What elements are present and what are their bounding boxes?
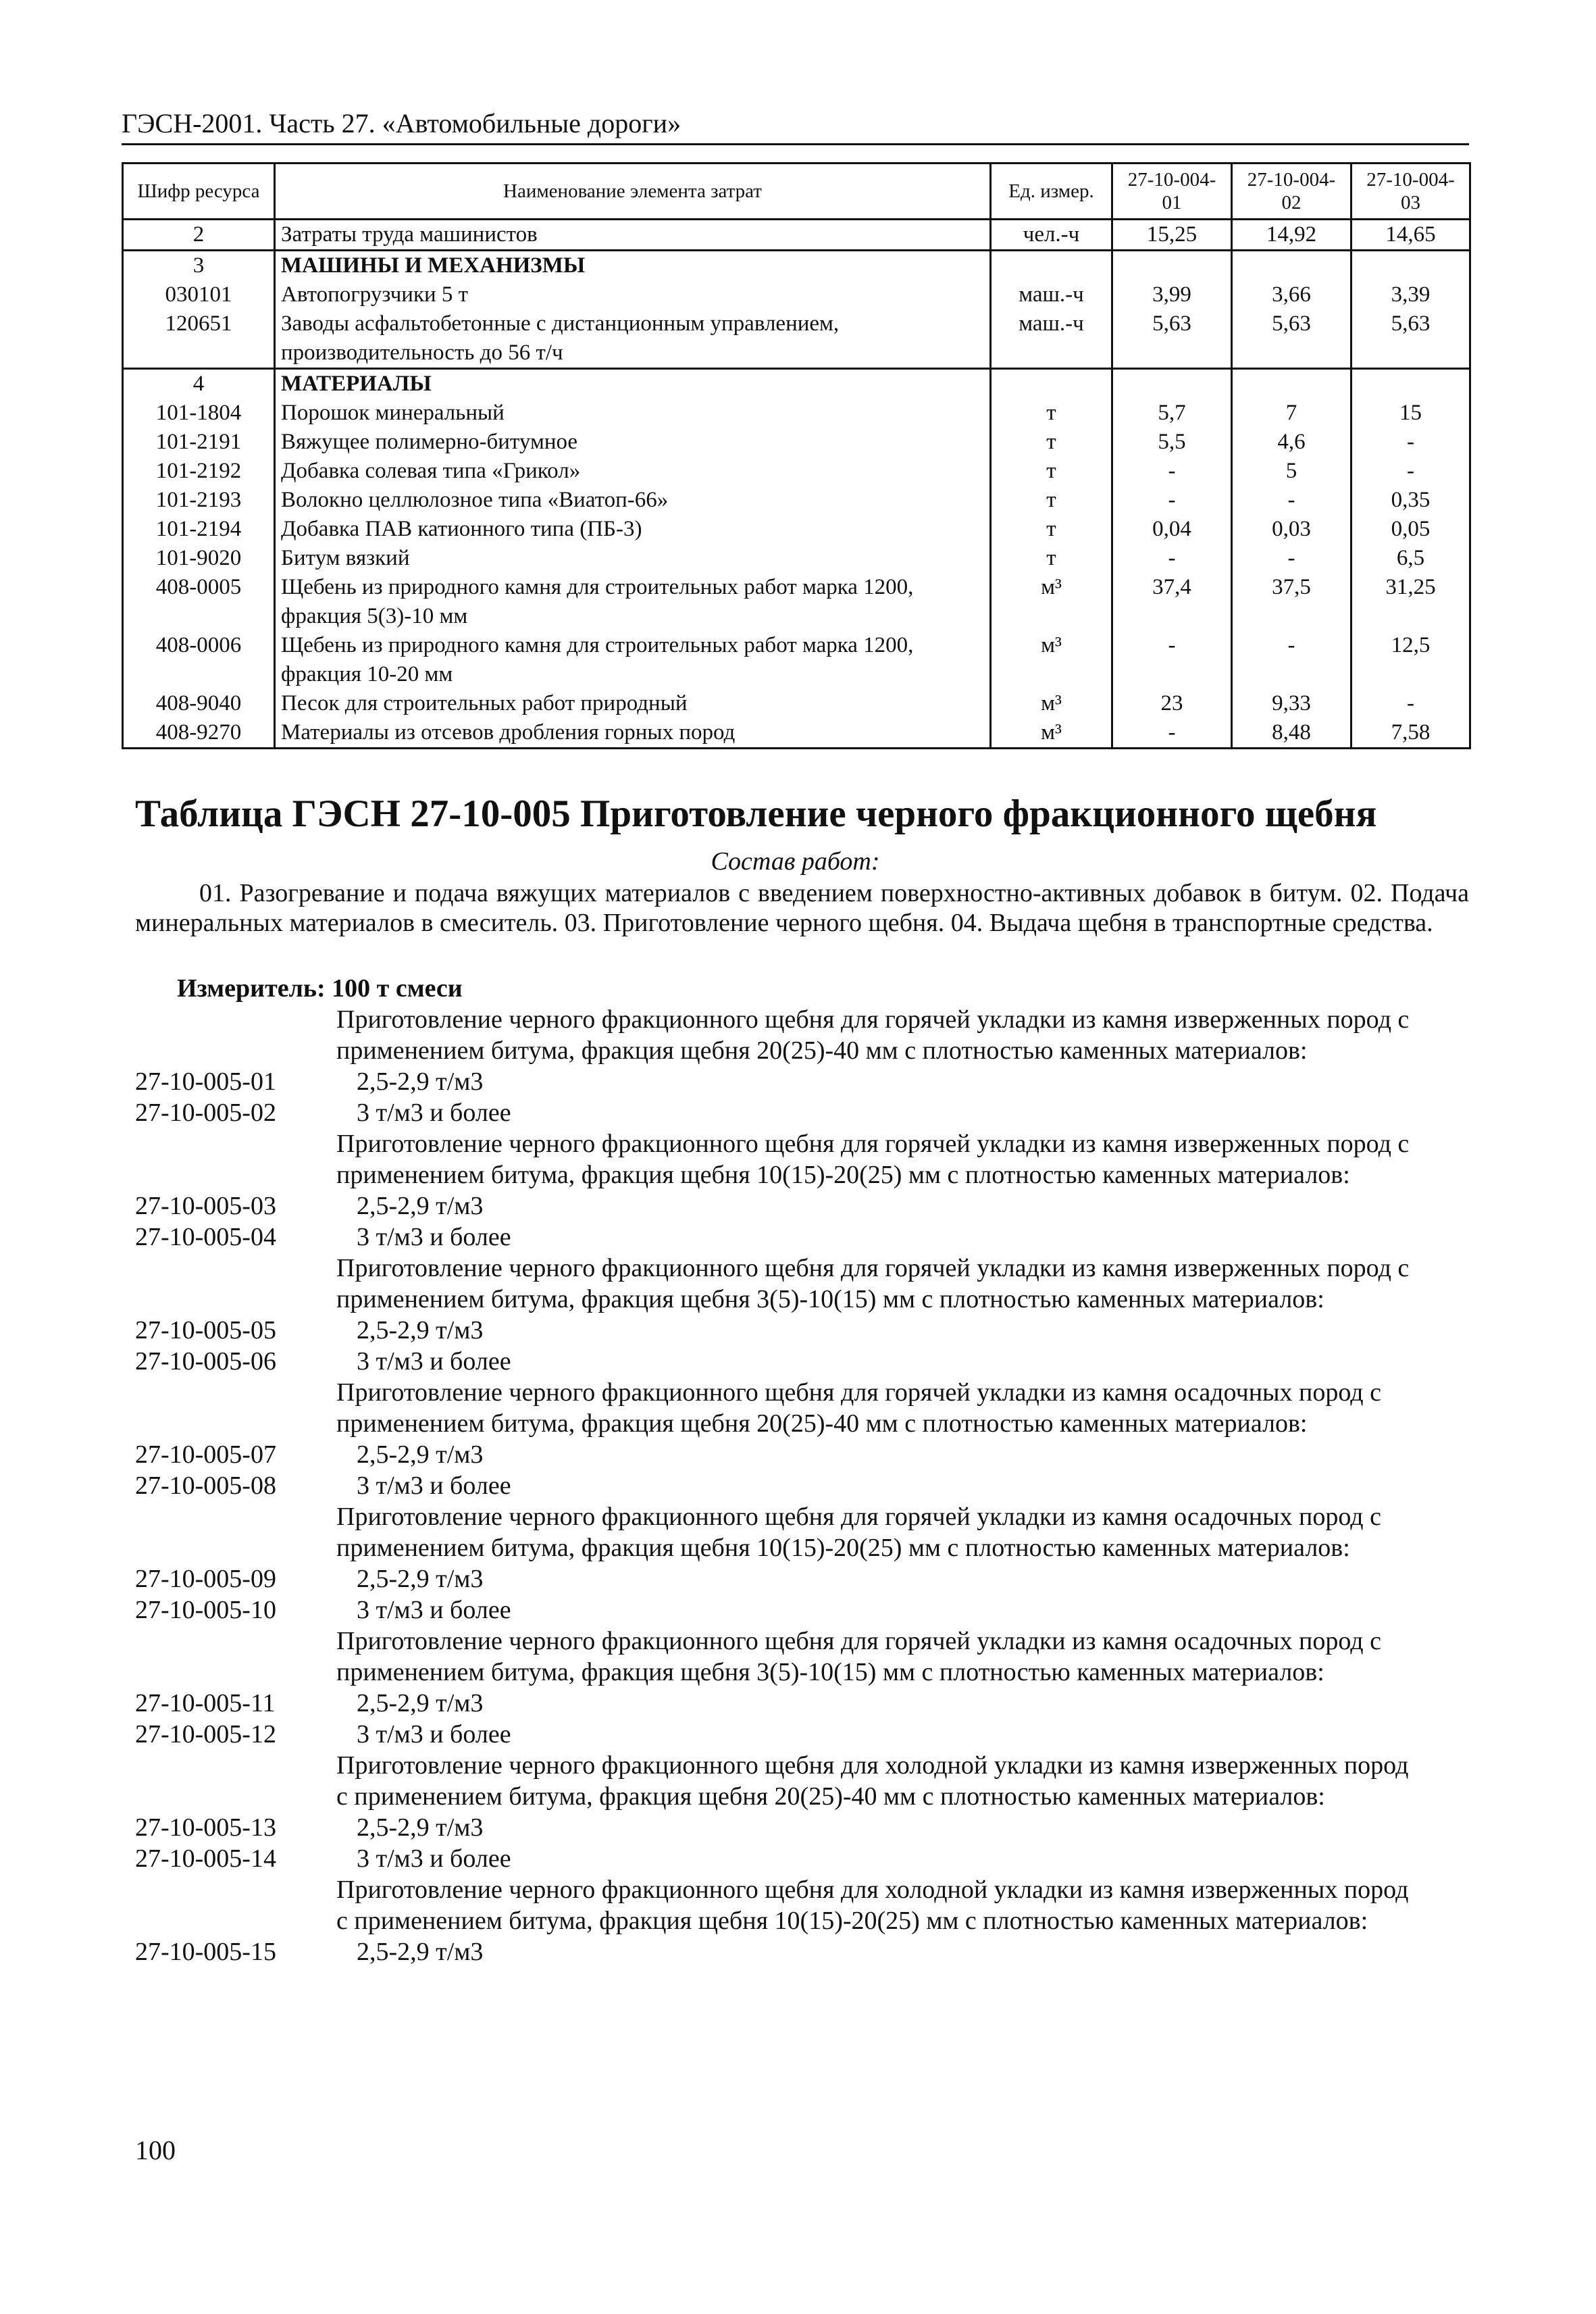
cell-norm-01: -	[1112, 457, 1232, 486]
cell-norm-01: 0,04	[1112, 515, 1232, 544]
norm-density-value: 2,5-2,9 т/м3	[357, 1192, 484, 1220]
cell-unit	[991, 369, 1112, 399]
norm-item	[135, 1222, 1479, 1253]
resource-table-body	[123, 220, 1470, 749]
norm-density-value: 2,5-2,9 т/м3	[357, 1565, 484, 1593]
norm-item	[135, 1315, 1479, 1346]
col-norm-01-header: 27-10-004-01	[1112, 164, 1232, 220]
cell-name: Щебень из природного камня для строительных работ марка 1200, фракция 10-20 мм	[275, 631, 991, 689]
cell-norm-02: -	[1232, 631, 1352, 689]
norm-item	[135, 1470, 1479, 1501]
norm-density-value: 2,5-2,9 т/м3	[357, 1067, 484, 1096]
cell-name: Добавка солевая типа «Грикол»	[275, 457, 991, 486]
cell-unit: м³	[991, 573, 1112, 631]
cell-norm-02: 3,66	[1232, 280, 1352, 309]
norm-code: 27-10-005-08	[135, 1472, 276, 1500]
norm-group-description: Приготовление черного фракционного щебня для горячей укладки из камня изверженных пород с применением битума, фракция щебня 10(15)-20(25) мм с плотностью каменных материалов:	[336, 1130, 1410, 1189]
cell-norm-02: 7	[1232, 399, 1352, 428]
cell-norm-03: 6,5	[1352, 544, 1470, 573]
cell-norm-02	[1232, 369, 1352, 399]
norm-item	[135, 1688, 1479, 1719]
cell-unit: т	[991, 544, 1112, 573]
cell-norm-03: 7,58	[1352, 718, 1470, 749]
cell-code: 2	[123, 220, 275, 251]
table-row	[123, 544, 1470, 573]
cell-norm-01: 37,4	[1112, 573, 1232, 631]
cell-code: 101-2191	[123, 428, 275, 457]
cell-code: 408-9270	[123, 718, 275, 749]
table-row	[123, 573, 1470, 631]
table-row	[123, 718, 1470, 749]
cell-name: Битум вязкий	[275, 544, 991, 573]
cell-name: Волокно целлюлозное типа «Виатоп-66»	[275, 486, 991, 515]
norm-item	[135, 1594, 1479, 1626]
cell-name: Щебень из природного камня для строительных работ марка 1200, фракция 5(3)-10 мм	[275, 573, 991, 631]
cell-norm-02: 0,03	[1232, 515, 1352, 544]
cell-norm-02: -	[1232, 486, 1352, 515]
norm-code: 27-10-005-07	[135, 1440, 276, 1469]
cell-name: Автопогрузчики 5 т	[275, 280, 991, 309]
resource-table-head	[123, 164, 1470, 220]
cell-norm-03: 12,5	[1352, 631, 1470, 689]
running-header: ГЭСН-2001. Часть 27. «Автомобильные дороги»	[122, 107, 1469, 145]
cell-name: Затраты труда машинистов	[275, 220, 991, 251]
cell-unit: т	[991, 515, 1112, 544]
cell-code: 4	[123, 369, 275, 399]
cell-norm-03: -	[1352, 428, 1470, 457]
cell-norm-03: -	[1352, 689, 1470, 718]
norm-item	[135, 1439, 1479, 1470]
cell-norm-03: 15	[1352, 399, 1470, 428]
norm-code: 27-10-005-05	[135, 1316, 276, 1344]
norm-code: 27-10-005-15	[135, 1938, 276, 1966]
norm-density-value: 3 т/м3 и более	[357, 1720, 511, 1749]
resource-table	[122, 162, 1471, 749]
cell-norm-01: 15,25	[1112, 220, 1232, 251]
cell-name: Заводы асфальтобетонные с дистанционным управлением, производительность до 56 т/ч	[275, 309, 991, 369]
cell-code: 120651	[123, 309, 275, 369]
cell-norm-01	[1112, 251, 1232, 281]
cell-norm-02: 9,33	[1232, 689, 1352, 718]
table-row	[123, 251, 1470, 281]
cell-norm-02: 14,92	[1232, 220, 1352, 251]
norm-density-value: 3 т/м3 и более	[357, 1347, 511, 1376]
norm-item	[135, 1346, 1479, 1377]
cell-unit	[991, 251, 1112, 281]
table-row	[123, 689, 1470, 718]
norm-group-description: Приготовление черного фракционного щебня для горячей укладки из камня изверженных пород с применением битума, фракция щебня 3(5)-10(15) мм с плотностью каменных материалов:	[336, 1254, 1410, 1313]
norm-code: 27-10-005-02	[135, 1099, 276, 1127]
norm-list	[135, 1004, 1479, 1967]
norm-item	[135, 1719, 1479, 1750]
norm-density-value: 3 т/м3 и более	[357, 1099, 511, 1127]
norm-code: 27-10-005-01	[135, 1067, 276, 1096]
cell-unit: маш.-ч	[991, 280, 1112, 309]
table-row	[123, 428, 1470, 457]
table-row	[123, 486, 1470, 515]
cell-norm-03: 5,63	[1352, 309, 1470, 369]
cell-norm-02: 5	[1232, 457, 1352, 486]
norm-group-description: Приготовление черного фракционного щебня для горячей укладки из камня осадочных пород с применением битума, фракция щебня 3(5)-10(15) мм с плотностью каменных материалов:	[336, 1627, 1381, 1686]
cell-norm-01: 23	[1112, 689, 1232, 718]
cell-norm-02: 4,6	[1232, 428, 1352, 457]
norm-code: 27-10-005-12	[135, 1720, 276, 1749]
cell-unit: т	[991, 486, 1112, 515]
norm-item	[135, 1843, 1479, 1874]
cell-code: 101-1804	[123, 399, 275, 428]
cell-norm-01: -	[1112, 486, 1232, 515]
col-norm-02-header: 27-10-004-02	[1232, 164, 1352, 220]
norm-item	[135, 1066, 1479, 1097]
norm-item	[135, 1563, 1479, 1594]
table-row	[123, 280, 1470, 309]
cell-unit: м³	[991, 631, 1112, 689]
norm-density-value: 3 т/м3 и более	[357, 1223, 511, 1251]
table-row	[123, 369, 1470, 399]
cell-norm-02: 8,48	[1232, 718, 1352, 749]
cell-norm-03: 3,39	[1352, 280, 1470, 309]
cell-unit: маш.-ч	[991, 309, 1112, 369]
norm-group-description: Приготовление черного фракционного щебня для горячей укладки из камня осадочных пород с применением битума, фракция щебня 20(25)-40 мм с плотностью каменных материалов:	[336, 1378, 1381, 1438]
cell-name: Материалы из отсевов дробления горных пород	[275, 718, 991, 749]
norm-density-value: 3 т/м3 и более	[357, 1472, 511, 1500]
cell-norm-02	[1232, 251, 1352, 281]
col-code-header: Шифр ресурса	[123, 164, 275, 220]
table-row	[123, 515, 1470, 544]
cell-name: Песок для строительных работ природный	[275, 689, 991, 718]
norm-code: 27-10-005-09	[135, 1565, 276, 1593]
cell-code: 101-2194	[123, 515, 275, 544]
norm-group-description: Приготовление черного фракционного щебня для горячей укладки из камня осадочных пород с применением битума, фракция щебня 10(15)-20(25) мм с плотностью каменных материалов:	[336, 1503, 1381, 1562]
norm-item	[135, 1936, 1479, 1967]
norm-density-value: 2,5-2,9 т/м3	[357, 1440, 484, 1469]
norm-item	[135, 1097, 1479, 1128]
norm-group-description: Приготовление черного фракционного щебня для холодной укладки из камня изверженных пород с применением битума, фракция щебня 20(25)-40 мм с плотностью каменных материалов:	[336, 1751, 1409, 1811]
cell-name: МАТЕРИАЛЫ	[275, 369, 991, 399]
cell-code: 408-0005	[123, 573, 275, 631]
col-norm-03-header: 27-10-004-03	[1352, 164, 1470, 220]
norm-density-value: 2,5-2,9 т/м3	[357, 1316, 484, 1344]
cell-norm-02: -	[1232, 544, 1352, 573]
cell-unit: т	[991, 457, 1112, 486]
cell-norm-03: 31,25	[1352, 573, 1470, 631]
cell-unit: чел.-ч	[991, 220, 1112, 251]
cell-norm-02: 37,5	[1232, 573, 1352, 631]
cell-norm-01: 3,99	[1112, 280, 1232, 309]
table-row	[123, 399, 1470, 428]
cell-code: 408-9040	[123, 689, 275, 718]
cell-code: 408-0006	[123, 631, 275, 689]
norm-density-value: 2,5-2,9 т/м3	[357, 1938, 484, 1966]
cell-norm-01: 5,7	[1112, 399, 1232, 428]
cell-code: 101-9020	[123, 544, 275, 573]
norm-code: 27-10-005-13	[135, 1813, 276, 1842]
cell-unit: т	[991, 428, 1112, 457]
norm-group-description: Приготовление черного фракционного щебня для горячей укладки из камня изверженных пород с применением битума, фракция щебня 20(25)-40 мм с плотностью каменных материалов:	[336, 1005, 1410, 1065]
section-title: Таблица ГЭСН 27-10-005 Приготовление черного фракционного щебня	[135, 793, 1377, 835]
norm-item	[135, 1190, 1479, 1222]
cell-unit: м³	[991, 689, 1112, 718]
norm-density-value: 2,5-2,9 т/м3	[357, 1689, 484, 1717]
col-unit-header: Ед. измер.	[991, 164, 1112, 220]
cell-name: Порошок минеральный	[275, 399, 991, 428]
norm-code: 27-10-005-03	[135, 1192, 276, 1220]
cell-name: Вяжущее полимерно-битумное	[275, 428, 991, 457]
table-row	[123, 631, 1470, 689]
cell-norm-01: 5,5	[1112, 428, 1232, 457]
cell-name: МАШИНЫ И МЕХАНИЗМЫ	[275, 251, 991, 281]
meter-label: Измеритель: 100 т смеси	[177, 974, 463, 1003]
cell-norm-03: 14,65	[1352, 220, 1470, 251]
cell-name: Добавка ПАВ катионного типа (ПБ-3)	[275, 515, 991, 544]
cell-norm-01: -	[1112, 631, 1232, 689]
table-row	[123, 457, 1470, 486]
cell-code: 101-2193	[123, 486, 275, 515]
cell-code: 101-2192	[123, 457, 275, 486]
works-caption: Состав работ:	[711, 847, 880, 876]
norm-code: 27-10-005-04	[135, 1223, 276, 1251]
table-row	[123, 309, 1470, 369]
norm-code: 27-10-005-10	[135, 1596, 276, 1624]
cell-norm-02: 5,63	[1232, 309, 1352, 369]
norm-item	[135, 1812, 1479, 1843]
cell-norm-03	[1352, 251, 1470, 281]
cell-norm-03: 0,35	[1352, 486, 1470, 515]
norm-density-value: 3 т/м3 и более	[357, 1844, 511, 1873]
norm-density-value: 2,5-2,9 т/м3	[357, 1813, 484, 1842]
norm-code: 27-10-005-06	[135, 1347, 276, 1376]
cell-norm-01	[1112, 369, 1232, 399]
cell-norm-03	[1352, 369, 1470, 399]
cell-norm-01: -	[1112, 544, 1232, 573]
cell-norm-01: 5,63	[1112, 309, 1232, 369]
col-name-header: Наименование элемента затрат	[275, 164, 991, 220]
cell-norm-03: -	[1352, 457, 1470, 486]
page-number: 100	[135, 2135, 176, 2165]
cell-unit: м³	[991, 718, 1112, 749]
works-description: 01. Разогревание и подача вяжущих материалов с введением поверхностно-активных добавок в битум. 02. Подача минеральных материалов в смеситель. 03. Приготовление черного щебня. 04. Выдача щебня в транспортные средства.	[135, 879, 1469, 937]
norm-code: 27-10-005-11	[135, 1689, 276, 1717]
cell-norm-01: -	[1112, 718, 1232, 749]
norm-density-value: 3 т/м3 и более	[357, 1596, 511, 1624]
norm-code: 27-10-005-14	[135, 1844, 276, 1873]
cell-unit: т	[991, 399, 1112, 428]
cell-code: 3	[123, 251, 275, 281]
norm-group-description: Приготовление черного фракционного щебня для холодной укладки из камня изверженных пород с применением битума, фракция щебня 10(15)-20(25) мм с плотностью каменных материалов:	[336, 1876, 1409, 1935]
table-row	[123, 220, 1470, 251]
cell-norm-03: 0,05	[1352, 515, 1470, 544]
cell-code: 030101	[123, 280, 275, 309]
